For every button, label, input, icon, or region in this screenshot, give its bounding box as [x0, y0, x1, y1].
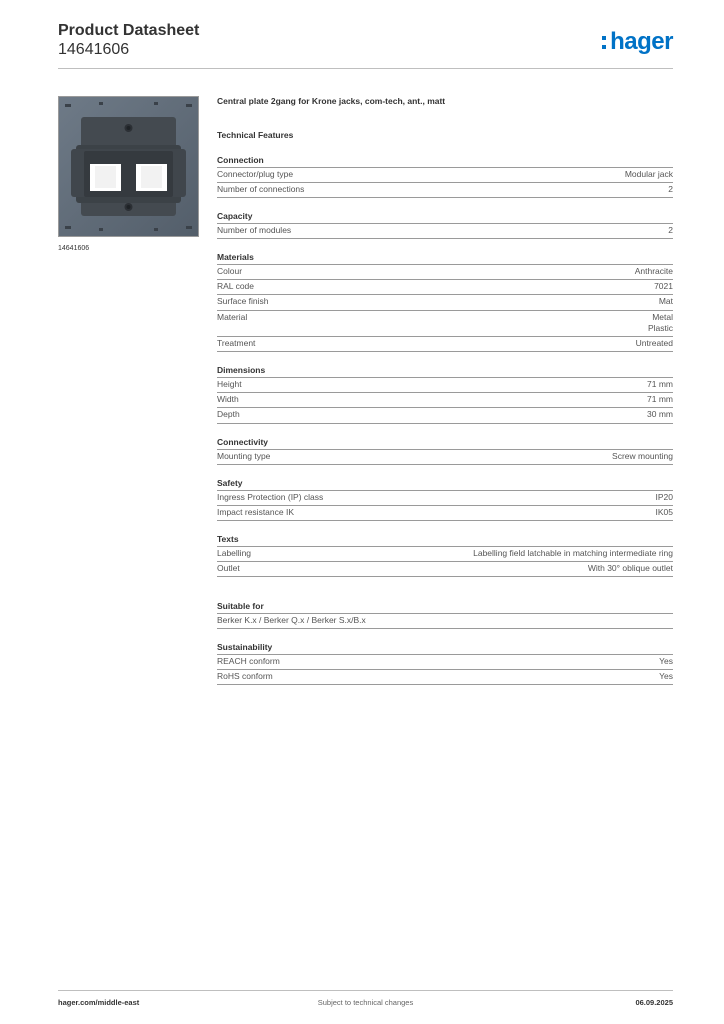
spec-value-line: Anthracite [634, 266, 673, 277]
page-header [58, 22, 673, 69]
spec-label: RoHS conform [217, 671, 273, 682]
spec-row [217, 294, 673, 309]
spec-row [217, 561, 673, 577]
spec-value [273, 671, 673, 683]
spec-value [240, 409, 673, 421]
spec-value-line: Metal [652, 311, 673, 322]
spec-label: Surface finish [217, 296, 269, 307]
footer-divider [58, 990, 673, 991]
hager-logo[interactable] [602, 28, 673, 54]
central-plate-illustration [59, 97, 198, 236]
spec-row [217, 392, 673, 407]
spec-row [217, 223, 673, 239]
section-connection [217, 155, 673, 198]
section-capacity [217, 211, 673, 239]
spec-value-line: 2 [668, 225, 673, 236]
spec-value [280, 656, 673, 668]
spec-value [239, 394, 673, 406]
footer-website-link[interactable]: hager.com/middle-east [58, 998, 140, 1007]
section-title: Capacity [217, 211, 253, 222]
section-rows [217, 223, 673, 239]
technical-features-heading: Technical Features [217, 130, 294, 140]
datasheet-content [217, 96, 673, 685]
spec-value-line: IK05 [655, 506, 673, 517]
spec-label: Height [217, 379, 242, 390]
spec-value-line: IP20 [655, 491, 673, 502]
section-rows [217, 377, 673, 423]
section-rows [217, 449, 673, 465]
spec-label: Width [217, 394, 239, 405]
spec-row [217, 336, 673, 352]
spec-value-line: Yes [659, 671, 673, 682]
spec-value-line: 71 mm [647, 379, 673, 390]
spec-label: Number of modules [217, 225, 292, 236]
spec-label: Ingress Protection (IP) class [217, 491, 324, 502]
section-rows [217, 613, 673, 629]
logo-text: hager [610, 28, 673, 55]
spec-label: Mounting type [217, 450, 271, 461]
spec-value-line: Untreated [635, 338, 673, 349]
document-title: Product Datasheet [58, 22, 200, 39]
spec-value-line: Mat [658, 296, 673, 307]
spec-value [323, 492, 673, 504]
spec-value [269, 296, 674, 308]
spec-value-line: Screw mounting [612, 450, 673, 461]
spec-row [217, 377, 673, 392]
section-rows [217, 546, 673, 577]
spec-value [247, 312, 673, 335]
spec-row [217, 546, 673, 561]
section-texts [217, 534, 673, 577]
section-rows [217, 167, 673, 198]
section-rows [217, 264, 673, 352]
spec-label: Berker K.x / Berker Q.x / Berker S.x/B.x [217, 615, 366, 625]
spec-row [217, 654, 673, 669]
spec-row [217, 505, 673, 521]
product-image [58, 96, 199, 237]
spec-value [242, 266, 673, 278]
spec-row [217, 407, 673, 423]
spec-row [217, 449, 673, 465]
spec-value-line: With 30° oblique outlet [587, 562, 673, 573]
spec-value-line: Modular jack [624, 169, 673, 179]
section-title: Materials [217, 252, 254, 263]
spec-value-line: Labelling field latchable in matching intermediate ring [473, 547, 673, 558]
footer-date: 06.09.2025 [635, 998, 673, 1007]
spec-label: Number of connections [217, 184, 305, 195]
spec-value [294, 507, 673, 519]
section-connectivity [217, 437, 673, 465]
spec-label: Outlet [217, 562, 240, 573]
spec-label: Connector/plug type [217, 169, 294, 179]
spec-label: Material [217, 311, 248, 322]
section-title: Connectivity [217, 436, 269, 447]
header-divider [58, 68, 673, 69]
spec-value [255, 338, 673, 350]
spec-label: REACH conform [217, 656, 280, 667]
product-description: Central plate 2gang for Krone jacks, com-tech, ant., matt [217, 96, 446, 106]
spec-row [217, 669, 673, 685]
spec-value [240, 563, 673, 575]
spec-row [217, 182, 673, 198]
spec-value [293, 169, 673, 181]
product-number: 14641606 [58, 41, 130, 58]
spec-value-line: Yes [659, 656, 673, 667]
spec-value-line: 30 mm [647, 409, 673, 420]
feature-sections [217, 155, 673, 685]
section-suitable-for [217, 601, 673, 629]
spec-value [242, 379, 673, 391]
section-title: Safety [217, 477, 243, 488]
section-title: Suitable for [217, 601, 264, 611]
section-safety [217, 478, 673, 521]
section-materials [217, 252, 673, 352]
footer-notice: Subject to technical changes [317, 998, 414, 1007]
section-rows [217, 490, 673, 521]
section-title: Dimensions [217, 365, 266, 376]
spec-value-line: 2 [668, 184, 673, 195]
spec-row [217, 310, 673, 337]
spec-value-line: Plastic [647, 323, 673, 334]
spec-label: Colour [217, 266, 243, 277]
image-caption: 14641606 [58, 245, 90, 252]
section-title: Sustainability [217, 642, 273, 653]
spec-label: RAL code [217, 281, 255, 292]
spec-value [366, 615, 673, 627]
spec-value [291, 225, 673, 237]
section-sustainability [217, 642, 673, 685]
spec-row [217, 613, 673, 629]
section-dimensions [217, 365, 673, 423]
section-title: Texts [217, 533, 239, 544]
spec-value-line: 7021 [654, 281, 673, 292]
spec-row [217, 167, 673, 182]
spec-value [304, 184, 673, 196]
spec-label: Depth [217, 409, 240, 420]
section-title: Connection [217, 155, 264, 165]
spec-label: Labelling [217, 547, 252, 558]
spec-label: Impact resistance IK [217, 506, 295, 517]
spec-row [217, 490, 673, 505]
spec-label: Treatment [217, 338, 256, 349]
spec-row [217, 279, 673, 294]
spec-value [251, 548, 673, 560]
section-rows [217, 654, 673, 685]
spec-value [270, 451, 673, 463]
logo-colon-icon [602, 32, 608, 50]
spec-row [217, 264, 673, 279]
spec-value-line: 71 mm [647, 394, 673, 405]
spec-value [254, 281, 673, 293]
